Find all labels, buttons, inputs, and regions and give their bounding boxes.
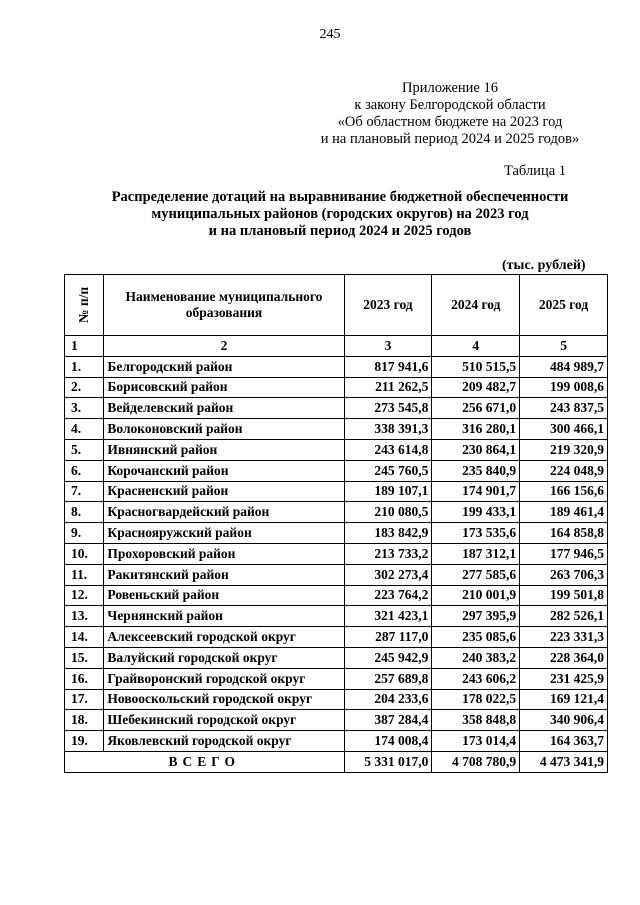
value-2025: 166 156,6 bbox=[520, 481, 608, 502]
value-2025: 223 331,3 bbox=[520, 627, 608, 648]
value-2023: 245 942,9 bbox=[344, 647, 432, 668]
row-number: 1. bbox=[65, 356, 104, 377]
value-2024: 277 585,6 bbox=[432, 564, 520, 585]
municipality-name: Ракитянский район bbox=[104, 564, 344, 585]
units-label: (тыс. рублей) bbox=[502, 258, 586, 273]
municipality-name: Чернянский район bbox=[104, 606, 344, 627]
title-line-3: и на плановый период 2024 и 2025 годов bbox=[208, 223, 472, 239]
municipality-name: Белгородский район bbox=[104, 356, 344, 377]
value-2025: 228 364,0 bbox=[520, 647, 608, 668]
value-2024: 173 535,6 bbox=[432, 523, 520, 544]
value-2025: 231 425,9 bbox=[520, 668, 608, 689]
value-2025: 199 008,6 bbox=[520, 377, 608, 398]
row-number: 15. bbox=[65, 647, 104, 668]
subsidy-table bbox=[64, 274, 608, 773]
index-cell: 4 bbox=[432, 336, 520, 357]
table-row bbox=[65, 731, 608, 752]
row-number: 6. bbox=[65, 460, 104, 481]
value-2023: 210 080,5 bbox=[344, 502, 432, 523]
table-row bbox=[65, 606, 608, 627]
value-2024: 316 280,1 bbox=[432, 419, 520, 440]
table-row bbox=[65, 377, 608, 398]
total-2024: 4 708 780,9 bbox=[432, 751, 520, 772]
value-2024: 235 840,9 bbox=[432, 460, 520, 481]
municipality-name: Валуйский городской округ bbox=[104, 647, 344, 668]
document-title bbox=[60, 189, 620, 240]
table-row bbox=[65, 543, 608, 564]
value-2025: 219 320,9 bbox=[520, 439, 608, 460]
row-number: 9. bbox=[65, 523, 104, 544]
index-cell: 3 bbox=[344, 336, 432, 357]
value-2023: 183 842,9 bbox=[344, 523, 432, 544]
value-2024: 178 022,5 bbox=[432, 689, 520, 710]
row-number: 8. bbox=[65, 502, 104, 523]
table-row bbox=[65, 564, 608, 585]
header-2025: 2025 год bbox=[520, 275, 608, 336]
row-number: 2. bbox=[65, 377, 104, 398]
municipality-name: Вейделевский район bbox=[104, 398, 344, 419]
value-2024: 174 901,7 bbox=[432, 481, 520, 502]
value-2025: 263 706,3 bbox=[520, 564, 608, 585]
municipality-name: Ровеньский район bbox=[104, 585, 344, 606]
row-number: 10. bbox=[65, 543, 104, 564]
header-2024: 2024 год bbox=[432, 275, 520, 336]
row-number: 11. bbox=[65, 564, 104, 585]
table-row bbox=[65, 585, 608, 606]
row-number: 19. bbox=[65, 731, 104, 752]
header-number: № п/п bbox=[65, 275, 104, 336]
table-row bbox=[65, 627, 608, 648]
table-row bbox=[65, 689, 608, 710]
value-2025: 282 526,1 bbox=[520, 606, 608, 627]
value-2023: 257 689,8 bbox=[344, 668, 432, 689]
value-2023: 223 764,2 bbox=[344, 585, 432, 606]
municipality-name: Прохоровский район bbox=[104, 543, 344, 564]
total-label: ВСЕГО bbox=[65, 751, 345, 772]
total-2023: 5 331 017,0 bbox=[344, 751, 432, 772]
table-row bbox=[65, 523, 608, 544]
value-2023: 302 273,4 bbox=[344, 564, 432, 585]
row-number: 4. bbox=[65, 419, 104, 440]
total-2025: 4 473 341,9 bbox=[520, 751, 608, 772]
header-name: Наименование муниципального образования bbox=[104, 275, 344, 336]
page-number: 245 bbox=[319, 27, 341, 42]
row-number: 17. bbox=[65, 689, 104, 710]
row-number: 7. bbox=[65, 481, 104, 502]
index-cell: 2 bbox=[104, 336, 344, 357]
value-2023: 189 107,1 bbox=[344, 481, 432, 502]
table-label: Таблица 1 bbox=[504, 163, 567, 179]
row-number: 14. bbox=[65, 627, 104, 648]
value-2024: 243 606,2 bbox=[432, 668, 520, 689]
municipality-name: Красненский район bbox=[104, 481, 344, 502]
appendix-line-1: Приложение 16 bbox=[402, 80, 498, 96]
value-2024: 358 848,8 bbox=[432, 710, 520, 731]
municipality-name: Ивнянский район bbox=[104, 439, 344, 460]
value-2025: 164 363,7 bbox=[520, 731, 608, 752]
value-2023: 211 262,5 bbox=[344, 377, 432, 398]
value-2024: 240 383,2 bbox=[432, 647, 520, 668]
value-2024: 510 515,5 bbox=[432, 356, 520, 377]
header-2023: 2023 год bbox=[344, 275, 432, 336]
value-2025: 177 946,5 bbox=[520, 543, 608, 564]
value-2024: 235 085,6 bbox=[432, 627, 520, 648]
value-2023: 213 733,2 bbox=[344, 543, 432, 564]
appendix-line-3: «Об областном бюджете на 2023 год bbox=[337, 114, 563, 130]
table-row bbox=[65, 481, 608, 502]
value-2024: 187 312,1 bbox=[432, 543, 520, 564]
value-2023: 338 391,3 bbox=[344, 419, 432, 440]
table-index-row bbox=[65, 336, 608, 357]
value-2023: 321 423,1 bbox=[344, 606, 432, 627]
table-row bbox=[65, 439, 608, 460]
table-row bbox=[65, 398, 608, 419]
table-header-row bbox=[65, 275, 608, 336]
value-2025: 243 837,5 bbox=[520, 398, 608, 419]
value-2023: 287 117,0 bbox=[344, 627, 432, 648]
value-2024: 297 395,9 bbox=[432, 606, 520, 627]
municipality-name: Краснояружский район bbox=[104, 523, 344, 544]
title-line-1: Распределение дотаций на выравнивание бюджетной обеспеченности bbox=[111, 189, 569, 205]
municipality-name: Волоконовский район bbox=[104, 419, 344, 440]
appendix-line-4: и на плановый период 2024 и 2025 годов» bbox=[320, 131, 580, 147]
value-2024: 173 014,4 bbox=[432, 731, 520, 752]
value-2024: 210 001,9 bbox=[432, 585, 520, 606]
value-2025: 169 121,4 bbox=[520, 689, 608, 710]
value-2023: 817 941,6 bbox=[344, 356, 432, 377]
table-row bbox=[65, 710, 608, 731]
appendix-heading bbox=[270, 80, 630, 148]
value-2025: 300 466,1 bbox=[520, 419, 608, 440]
row-number: 18. bbox=[65, 710, 104, 731]
value-2025: 199 501,8 bbox=[520, 585, 608, 606]
row-number: 5. bbox=[65, 439, 104, 460]
municipality-name: Шебекинский городской округ bbox=[104, 710, 344, 731]
table-row bbox=[65, 502, 608, 523]
table-row bbox=[65, 356, 608, 377]
value-2025: 189 461,4 bbox=[520, 502, 608, 523]
value-2023: 204 233,6 bbox=[344, 689, 432, 710]
value-2024: 230 864,1 bbox=[432, 439, 520, 460]
municipality-name: Алексеевский городской округ bbox=[104, 627, 344, 648]
value-2023: 387 284,4 bbox=[344, 710, 432, 731]
index-cell: 5 bbox=[520, 336, 608, 357]
total-row bbox=[65, 751, 608, 772]
appendix-line-2: к закону Белгородской области bbox=[354, 97, 546, 113]
row-number: 16. bbox=[65, 668, 104, 689]
index-cell: 1 bbox=[65, 336, 104, 357]
value-2025: 340 906,4 bbox=[520, 710, 608, 731]
value-2025: 164 858,8 bbox=[520, 523, 608, 544]
row-number: 13. bbox=[65, 606, 104, 627]
row-number: 3. bbox=[65, 398, 104, 419]
value-2024: 199 433,1 bbox=[432, 502, 520, 523]
table-row bbox=[65, 647, 608, 668]
municipality-name: Новооскольский городской округ bbox=[104, 689, 344, 710]
title-line-2: муниципальных районов (городских округов) на 2023 год bbox=[151, 206, 529, 222]
row-number: 12. bbox=[65, 585, 104, 606]
value-2023: 245 760,5 bbox=[344, 460, 432, 481]
municipality-name: Корочанский район bbox=[104, 460, 344, 481]
table-row bbox=[65, 668, 608, 689]
value-2023: 174 008,4 bbox=[344, 731, 432, 752]
value-2024: 256 671,0 bbox=[432, 398, 520, 419]
value-2024: 209 482,7 bbox=[432, 377, 520, 398]
value-2025: 484 989,7 bbox=[520, 356, 608, 377]
municipality-name: Яковлевский городской округ bbox=[104, 731, 344, 752]
municipality-name: Красногвардейский район bbox=[104, 502, 344, 523]
municipality-name: Грайворонский городской округ bbox=[104, 668, 344, 689]
value-2023: 273 545,8 bbox=[344, 398, 432, 419]
table-row bbox=[65, 460, 608, 481]
value-2025: 224 048,9 bbox=[520, 460, 608, 481]
table-row bbox=[65, 419, 608, 440]
value-2023: 243 614,8 bbox=[344, 439, 432, 460]
municipality-name: Борисовский район bbox=[104, 377, 344, 398]
